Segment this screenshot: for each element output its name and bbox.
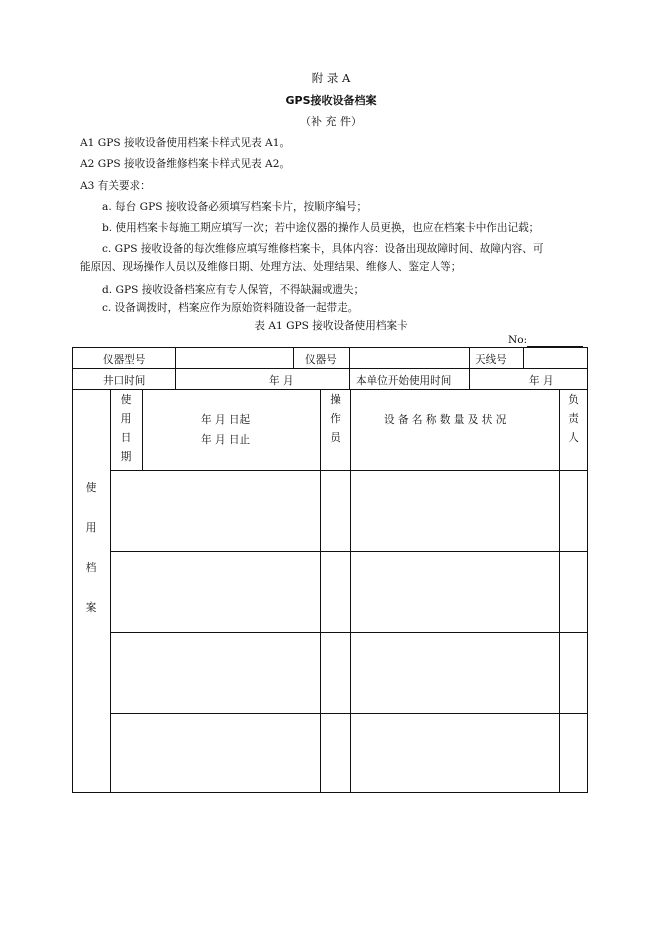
date-to-text: 年 月 日止 [201, 434, 251, 446]
requirement-c-line2: 能原因、现场操作人员以及维修日期、处理方法、处理结果、维修人、鉴定人等； [80, 261, 462, 273]
row-divider [110, 713, 587, 714]
clause-a1: A1 GPS 接收设备使用档案卡样式见表 A1。 [80, 137, 291, 149]
col-divider [350, 389, 351, 792]
row-divider [73, 368, 587, 369]
factory-time-label: 井口时间 [103, 375, 146, 387]
col-divider [469, 368, 470, 389]
start-use-date-value: 年 月 [529, 375, 554, 387]
clause-a2: A2 GPS 接收设备维修档案卡样式见表 A2。 [80, 158, 291, 170]
requirement-a: a. 每台 GPS 接收设备必须填写档案卡片，按顺序编号； [102, 201, 368, 213]
record-number-label: No: [508, 334, 528, 346]
col-divider [175, 368, 176, 389]
table-caption: 表 A1 GPS 接收设备使用档案卡 [254, 320, 408, 332]
responsible-person-label: 负 责 人 [568, 394, 579, 444]
col-divider [293, 348, 294, 368]
usage-record-table [72, 347, 588, 793]
col-divider [175, 348, 176, 368]
col-divider [469, 348, 470, 368]
operator-label: 操 作 员 [330, 394, 341, 444]
clause-a3: A3 有关要求： [80, 180, 151, 192]
row-divider [110, 470, 587, 471]
col-divider [349, 348, 350, 368]
row-divider [110, 632, 587, 633]
requirement-c-line1: c. GPS 接收设备的每次维修应填写维修档案卡，具体内容：设备出现故障时间、故障内容、可 [102, 243, 544, 255]
col-divider [142, 389, 143, 470]
col-divider [349, 368, 350, 389]
start-use-time-label: 本单位开始使用时间 [356, 375, 452, 387]
factory-date-value: 年 月 [269, 375, 294, 387]
col-divider [559, 389, 560, 792]
page-subtitle: （补 充 件） [300, 115, 362, 128]
requirement-b: b. 使用档案卡每施工期应填写一次；若中途仪器的操作人员更换，也应在档案卡中作出记载； [102, 222, 540, 234]
instrument-model-label: 仪器型号 [103, 354, 146, 366]
antenna-number-label: 天线号 [475, 354, 507, 366]
col-divider [320, 389, 321, 792]
usage-record-section-label: 使 用 档 案 [85, 482, 97, 614]
requirement-e: c. 设备调拨时，档案应作为原始资料随设备一起带走。 [102, 302, 359, 314]
col-divider [523, 348, 524, 368]
usage-date-label: 使 用 日 期 [120, 394, 132, 463]
instrument-number-label: 仪器号 [305, 354, 337, 366]
equipment-status-label: 设 备 名 称 数 量 及 状 况 [384, 414, 507, 426]
date-from-text: 年 月 日起 [201, 414, 251, 426]
row-divider [73, 389, 587, 390]
page-title: GPS接收设备档案 [285, 94, 377, 107]
requirement-d: d. GPS 接收设备档案应有专人保管，不得缺漏或遗失； [102, 284, 365, 296]
row-divider [110, 551, 587, 552]
appendix-heading: 附 录 A [311, 71, 351, 85]
